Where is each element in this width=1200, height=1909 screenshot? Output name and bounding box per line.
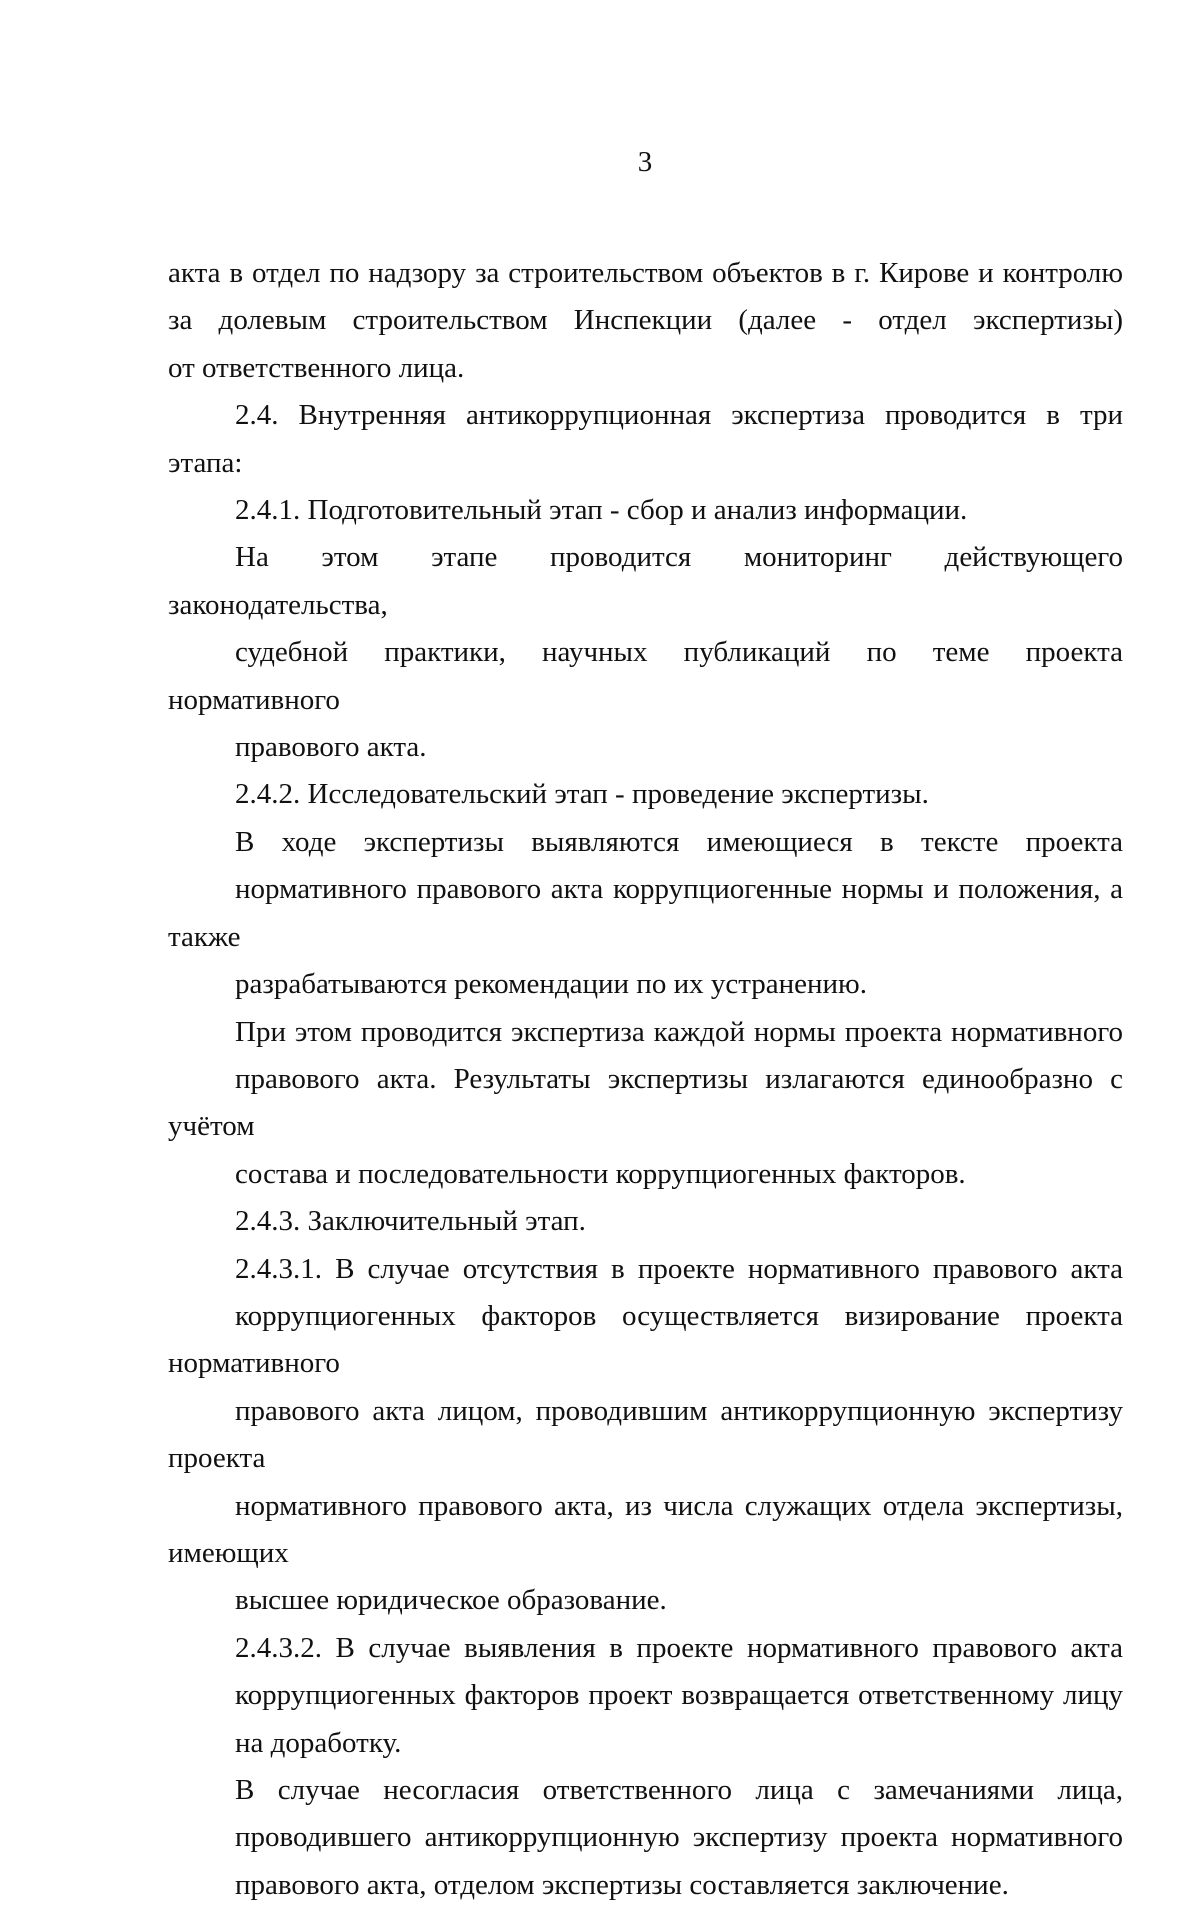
text-line: 2.4.3.1. В случае отсутствия в проекте нормативного правового акта xyxy=(235,1252,1123,1285)
text-line: высшее юридическое образование. xyxy=(235,1584,667,1617)
paragraph xyxy=(168,771,1123,818)
text-line: 2.4. Внутренняя антикоррупционная экспертиза проводится в три этапа: xyxy=(168,399,1123,479)
text-line: акта в отдел по надзору за строительством объектов в г. Кирове и контролю xyxy=(168,257,1123,289)
paragraph xyxy=(168,1625,1123,1767)
text-line: нормативного правового акта, из числа служащих отдела экспертизы, имеющих xyxy=(168,1489,1123,1569)
text-line: правового акта лицом, проводившим антикоррупционную экспертизу проекта xyxy=(168,1394,1123,1475)
text-line: правового акта, отделом экспертизы составляется заключение. xyxy=(235,1868,1009,1901)
text-line: коррупциогенных факторов проект возвращается ответственному лицу xyxy=(235,1679,1123,1712)
text-line: 2.4.3. Заключительный этап. xyxy=(235,1205,586,1238)
text-line: коррупциогенных факторов осуществляется визирование проекта нормативного xyxy=(168,1299,1123,1380)
text-line: нормативного правового акта коррупциогенные нормы и положения, а также xyxy=(168,873,1123,953)
text-line: на доработку. xyxy=(235,1726,402,1759)
text-line: состава и последовательности коррупциогенных факторов. xyxy=(235,1157,966,1190)
text-line: правового акта. Результаты экспертизы излагаются единообразно с учётом xyxy=(168,1062,1123,1143)
paragraph xyxy=(168,534,1123,771)
text-line: разрабатываются рекомендации по их устранению. xyxy=(235,968,867,1001)
page-number: 3 xyxy=(637,146,653,178)
paragraph xyxy=(168,819,1123,1009)
paragraph xyxy=(168,250,1123,392)
text-line: правового акта. xyxy=(235,731,427,764)
text-line: В ходе экспертизы выявляются имеющиеся в тексте проекта xyxy=(235,825,1123,858)
paragraph xyxy=(168,1198,1123,1245)
paragraph xyxy=(168,392,1123,487)
text-line: 2.4.2. Исследовательский этап - проведение экспертизы. xyxy=(235,778,929,811)
text-line: В случае несогласия ответственного лица с замечаниями лица, xyxy=(235,1774,1123,1806)
text-line: за долевым строительством Инспекции (далее - отдел экспертизы) xyxy=(168,304,1123,337)
text-line: На этом этапе проводится мониторинг действующего законодательства, xyxy=(168,541,1123,621)
text-line: 2.4.1. Подготовительный этап - сбор и анализ информации. xyxy=(235,494,968,527)
text-line: от ответственного лица. xyxy=(168,351,465,384)
text-line: 2.4.3.2. В случае выявления в проекте нормативного правового акта xyxy=(235,1631,1123,1664)
paragraph xyxy=(168,1767,1123,1909)
paragraph xyxy=(168,487,1123,534)
text-line: судебной практики, научных публикаций по теме проекта нормативного xyxy=(168,636,1123,716)
text-line: проводившего антикоррупционную экспертизу проекта нормативного xyxy=(235,1821,1123,1854)
paragraph xyxy=(168,1009,1123,1199)
paragraph xyxy=(168,1246,1123,1625)
document-body xyxy=(168,250,1123,1909)
text-line: При этом проводится экспертиза каждой нормы проекта нормативного xyxy=(235,1015,1123,1048)
